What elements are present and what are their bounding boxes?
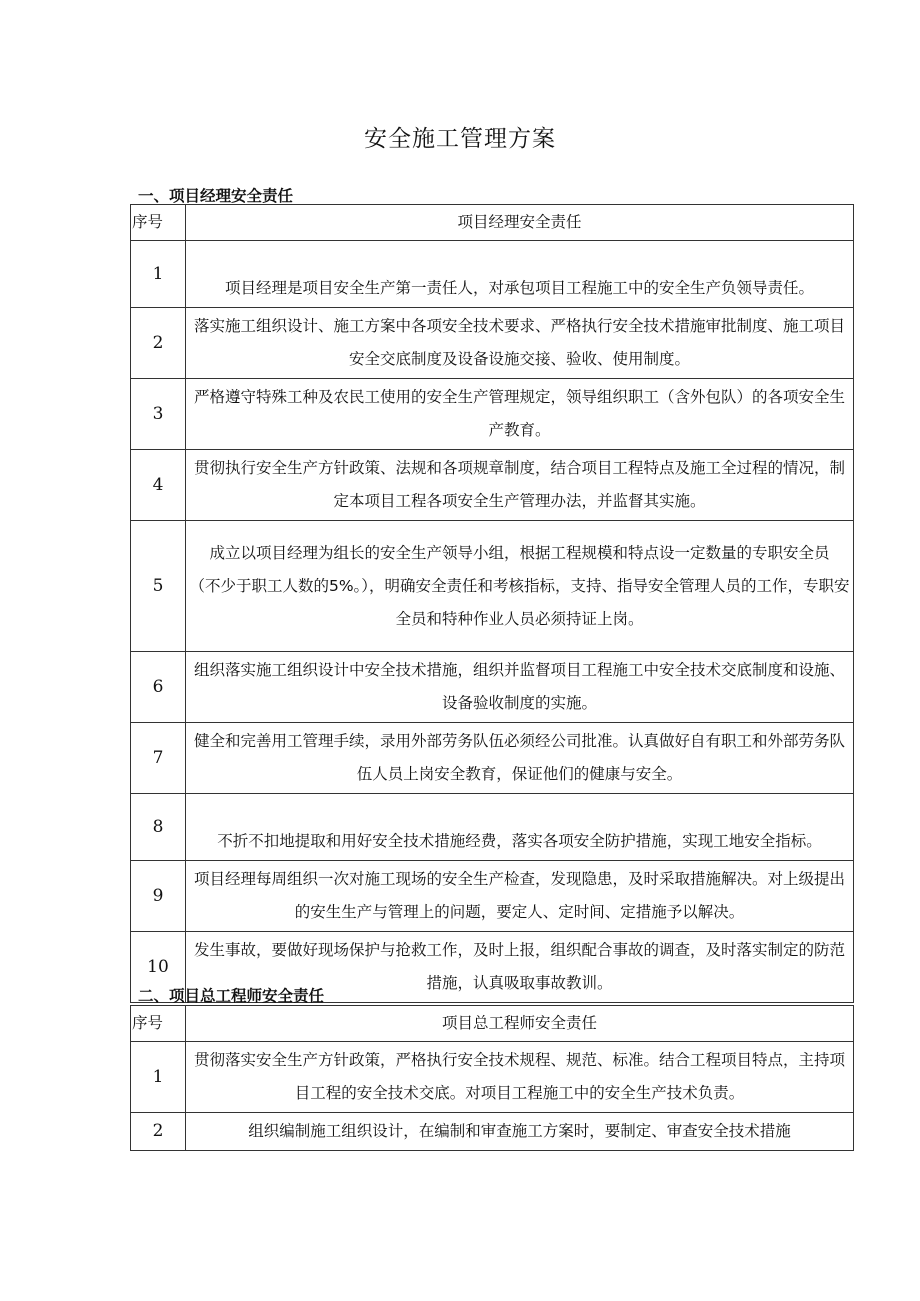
row-text: 发生事故，要做好现场保护与抢救工作，及时上报，组织配合事故的调查，及时落实制定的防范措施，认真吸取事故教训。 (186, 932, 854, 1003)
row-text: 落实施工组织设计、施工方案中各项安全技术要求、严格执行安全技术措施审批制度、施工项目安全交底制度及设备设施交接、验收、使用制度。 (186, 308, 854, 379)
row-number: 4 (131, 450, 186, 521)
row-number: 2 (131, 1113, 186, 1151)
table-header-row (131, 205, 854, 241)
table-row (131, 1113, 854, 1151)
row-number: 5 (131, 521, 186, 652)
row-number: 3 (131, 379, 186, 450)
table-row (131, 723, 854, 794)
row-text-part-2: （不少于职工人数的5%。），明确安全责任和考核指标，支持、指导安全管理人员的工作，专职安全员和特种作业人员必须持证上岗。 (189, 576, 850, 628)
row-number: 8 (131, 794, 186, 861)
row-text-part-1: 成立以项目经理为组长的安全生产领导小组，根据工程规模和特点设一定数量的专职安全员 (209, 543, 830, 562)
column-header-responsibility: 项目总工程师安全责任 (186, 1006, 854, 1042)
row-number: 10 (131, 932, 186, 1003)
row-text: 贯彻落实安全生产方针政策，严格执行安全技术规程、规范、标准。结合工程项目特点，主持项目工程的安全技术交底。对项目工程施工中的安全生产技术负责。 (186, 1042, 854, 1113)
table-row (131, 794, 854, 861)
row-text: 项目经理每周组织一次对施工现场的安全生产检查，发现隐患，及时采取措施解决。对上级提出的安生生产与管理上的问题，要定人、定时间、定措施予以解决。 (186, 861, 854, 932)
table-row (131, 521, 854, 652)
row-text: 组织编制施工组织设计，在编制和审查施工方案时，要制定、审查安全技术措施 (186, 1113, 854, 1151)
section-heading-project-manager: 一、项目经理安全责任 (138, 187, 294, 205)
row-number: 6 (131, 652, 186, 723)
section-heading-chief-engineer: 二、项目总工程师安全责任 (138, 987, 325, 1005)
table-row (131, 861, 854, 932)
row-text: 不折不扣地提取和用好安全技术措施经费，落实各项安全防护措施，实现工地安全指标。 (186, 794, 854, 861)
chief-engineer-responsibility-table (130, 1005, 854, 1151)
document-title: 安全施工管理方案 (364, 126, 556, 152)
row-text: 项目经理是项目安全生产第一责任人，对承包项目工程施工中的安全生产负领导责任。 (186, 241, 854, 308)
column-header-number: 序号 (131, 205, 186, 241)
project-manager-responsibility-table (130, 204, 854, 1003)
table-header-row (131, 1006, 854, 1042)
row-text: 贯彻执行安全生产方针政策、法规和各项规章制度，结合项目工程特点及施工全过程的情况，制定本项目工程各项安全生产管理办法，并监督其实施。 (186, 450, 854, 521)
row-number: 2 (131, 308, 186, 379)
row-number: 1 (131, 1042, 186, 1113)
table-row (131, 1042, 854, 1113)
table-row (131, 450, 854, 521)
column-header-responsibility: 项目经理安全责任 (186, 205, 854, 241)
table-row (131, 241, 854, 308)
row-text: 健全和完善用工管理手续，录用外部劳务队伍必须经公司批准。认真做好自有职工和外部劳务队伍人员上岗安全教育，保证他们的健康与安全。 (186, 723, 854, 794)
row-text: 严格遵守特殊工种及农民工使用的安全生产管理规定，领导组织职工（含外包队）的各项安全生产教育。 (186, 379, 854, 450)
table-row (131, 379, 854, 450)
row-text: 组织落实施工组织设计中安全技术措施，组织并监督项目工程施工中安全技术交底制度和设施、设备验收制度的实施。 (186, 652, 854, 723)
row-text (186, 521, 854, 652)
row-number: 7 (131, 723, 186, 794)
row-number: 9 (131, 861, 186, 932)
table-row (131, 308, 854, 379)
column-header-number: 序号 (131, 1006, 186, 1042)
row-number: 1 (131, 241, 186, 308)
table-row (131, 652, 854, 723)
